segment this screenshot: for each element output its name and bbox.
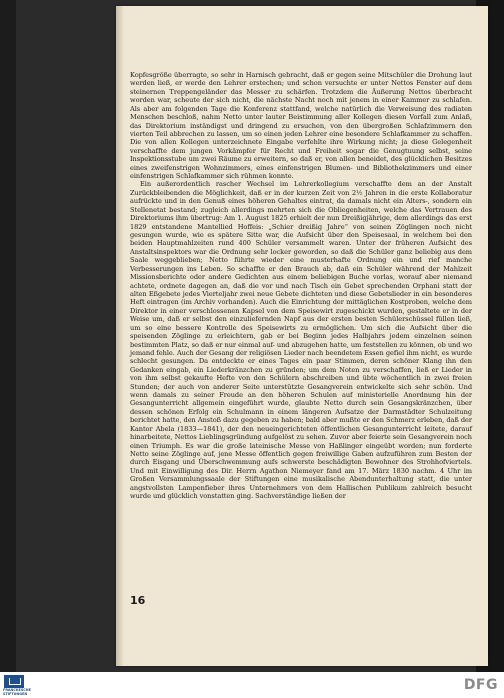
dfg-logo: DFG <box>463 677 498 693</box>
scan-left-edge <box>0 0 16 698</box>
body-text <box>130 71 472 501</box>
logo-line: STIFTUNGEN <box>3 692 28 696</box>
francke-logo-text <box>3 688 43 696</box>
paragraph: Kopfesgröße überragte, so sehr in Harnisch gebracht, daß er gegen seine Mitschüler die Drohung laut werden ließ, er werde den Lehrer erstechen; und schon versuchte er unter Nettos Fenster auf dem steinernen Treppengeländer das Messer zu schärfen. Trotzdem die Äußerung Nettos überbracht worden war, scheute der sich nicht, die nächste Nacht noch mit jenem in einer Kammer zu schlafen. Als aber am folgenden Tage die Konferenz stattfand, welche natürlich die Verweisung des radiaten Menschen beschloß, nahm Netto unter lauter Beistimmung aller Kollegen diesen Vorfall zum Anlaß, das Direktorium inständigst und dringend zu ersuchen, von den übergroßen Schlafzimmern den vierten Teil abbrechen zu lassen, um so einen jeden Lehrer eine besondere Schlafkammer zu schaffen. Die von allen Kollegen unterzeichnete Eingabe verfehlte ihre Wirkung nicht; ja diese Gelegenheit verschaffte dem jungen Vorkämpfer für Recht und Freiheit sogar die Genugtuung selbst, seine Inspektionsstube um zwei Räume zu erweitern, so daß er, von allen beneidet, des glücklichen Besitzes eines zweifenstrigen Wohnzimmers, eines einfenstrigen Blumen- und Bibliothekzimmers und einer einfenstrigen Schlafkammer sich rühmen konnte. <box>130 71 472 181</box>
viewer-footer <box>0 672 504 698</box>
book-page <box>116 6 488 666</box>
logo-line: FRANCKESCHE <box>3 688 31 692</box>
paragraph: Ein außerordentlich rascher Wechsel im Lehrerkollegium verschaffte dem an der Anstalt Zurückbleibenden die Möglichkeit, daß er in der kurzen Zeit von 2½ Jahren in die erste Kollaboratur aufrückte und in den Genuß eines höheren Gehaltes eintrat, da damals nicht ein Alters-, sondern ein Stellenetat bestand; zugleich allerdings mehrten sich die Obliegenheiten, welche das Vertrauen des Direktoriums ihm übertrug: Am 1. August 1825 erhielt der nun Dreißigjährige, dem allerdings das erst 1829 entstandene Mantellied Hoffeis: „Schier dreißig Jahre“ von seinen Zöglingen noch nicht gesungen wurde, wie es spätere Sitte war, die Aufsicht über den Speisesaal, in welchem bei den beiden Hauptmahlzeiten rund 400 Schüler versammelt waren. Unter der früheren Aufsicht des Anstaltsinspektors war die Ordnung sehr locker geworden, so daß die Schüler ganz beliebig aus dem Saale weggeblieben; Netto führte wieder eine musterhafte Ordnung ein und rief manche Verbesserungen ins Leben. So schaffte er den Brauch ab, daß ein Schüler während der Mahlzeit Missionsberichte oder andere Gedichten aus einem beliebigen Buche vorlas, worauf aber niemand achtete, ordnete dagegen an, daß die vor und nach Tisch ein Gebet sprechenden Orphani statt der alten Eßgebete jedes Vierteljahr zwei neue Gebete dichteten und diese Gebetslieder in ein besonderes Heft eintragen (im Archiv vorhanden). Auch die Einrichtung der mittäglichen Kostproben, welche dem Direktor in einer verschlossenen Kapsel von dem Speisewirt zugeschickt wurden, gestaltete er in der Weise um, daß er selbst den einzuliefernden Napf aus der ersten besten Schülerschüssel füllen ließ, um so eine bessere Kontrolle des Speisewirts zu ermöglichen. Um sich die Aufsicht über die speisenden Zöglinge zu erleichtern, gab er bei Beginn jedes Halbjahrs jedem einzelnen seinen bestimmten Platz, so daß er nur einmal auf- und abzugehen hatte, um feststellen zu können, ob und wo jemand fehle. Auch der Gesang der religiösen Lieder nach beendetem Essen gefiel ihm nicht, es wurde schlecht gesungen. Da entdeckte er eines Tages ein paar Stimmen, deren schöner Klang ihn den Gedanken eingab, ein Liederkränzchen zu gründen; um dem Noten zu verschaffen, ließ er Lieder in von ihm selbst gekaufte Hefte von den Schülern abschreiben und übte wöchentlich in zwei freien Stunden; der auch von anderer Seite unterstützte Gesangverein entwickelte sich sehr schön. Und wenn damals zu seiner Freude an den höheren Schulen auf ministerielle Anordnung hin der Gesangunterricht allgemein eingeführt wurde, glaubte Netto durch sein Gesangskränzchen, über dessen schönen Erfolg ein Schulmann in einem längeren Aufsatze der Darmstädter Schulzeitung berichtet hatte, den Anstoß dazu gegeben zu haben; bald aber mußte er den Schmerz erleben, daß der Kantor Abela (1833—1841), der den neueingerichteten öffentlichen Gesangunterricht leitete, darauf hinarbeitete, Nettos Lieblingsgründung aufgelöst zu sehen. Zuvor aber feierte sein Gesangverein noch einen Triumph. Es war die große lateinische Messe von Haßlinger eingeübt worden; nun forderte Netto seine Zöglinge auf, jene Messe öffentlich gegen freiwillige Gaben aufzuführen zum Besten der durch Eisgang und Überschwemmung aufs schwerste beschädigten Bewohner des Strohhofviertels. Und mit Einwilligung des Dir. Herrn Agathon Niemeyer fand am 17. März 1830 nachm. 4 Uhr im Großen Versammlungssaale der Stiftungen eine musikalische Abendunterhaltung statt, die unter angstvollsten Lampenfieber ihres Unternehmers von dem Hallischen Publikum zahlreich besucht wurde und glücklich vonstatten ging. Sachverständige ließen der <box>130 180 472 501</box>
francke-logo-icon <box>4 675 24 688</box>
page-number: 16 <box>130 594 146 607</box>
